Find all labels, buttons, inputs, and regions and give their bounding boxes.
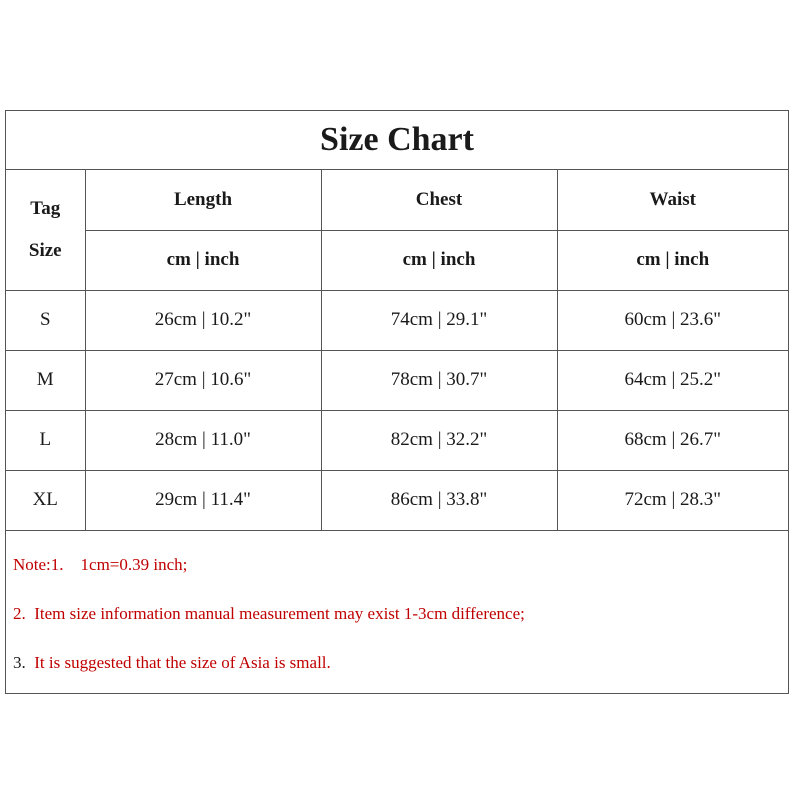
length-cell: 27cm | 10.6" <box>85 350 321 410</box>
size-cell: M <box>6 350 85 410</box>
column-header-length: Length <box>85 170 321 230</box>
units-row <box>6 230 788 290</box>
table-row <box>6 290 788 350</box>
size-cell: S <box>6 290 85 350</box>
size-cell: L <box>6 410 85 470</box>
size-table <box>6 170 788 531</box>
size-chart <box>5 110 789 694</box>
chest-cell: 78cm | 30.7" <box>321 350 557 410</box>
chart-title: Size Chart <box>6 111 788 170</box>
size-cell: XL <box>6 470 85 530</box>
note-1: Note:1. 1cm=0.39 inch; <box>13 554 188 574</box>
waist-cell: 64cm | 25.2" <box>557 350 788 410</box>
note-3-number: 3. <box>13 652 26 672</box>
length-cell: 28cm | 11.0" <box>85 410 321 470</box>
tag-label: Tag <box>30 197 61 219</box>
length-cell: 29cm | 11.4" <box>85 470 321 530</box>
waist-cell: 60cm | 23.6" <box>557 290 788 350</box>
column-header-chest: Chest <box>321 170 557 230</box>
chest-cell: 82cm | 32.2" <box>321 410 557 470</box>
unit-length: cm | inch <box>85 230 321 290</box>
note-3 <box>13 653 331 673</box>
table-row <box>6 350 788 410</box>
table-row <box>6 410 788 470</box>
size-label: Size <box>28 239 62 261</box>
note-3-text: It is suggested that the size of Asia is small. <box>25 652 331 672</box>
chest-cell: 74cm | 29.1" <box>321 290 557 350</box>
waist-cell: 72cm | 28.3" <box>557 470 788 530</box>
notes-section <box>6 531 788 695</box>
column-header-waist: Waist <box>557 170 788 230</box>
tag-size-header <box>6 170 85 290</box>
note-2: 2. Item size information manual measurement may exist 1-3cm difference; <box>13 603 525 623</box>
chest-cell: 86cm | 33.8" <box>321 470 557 530</box>
unit-chest: cm | inch <box>321 230 557 290</box>
unit-waist: cm | inch <box>557 230 788 290</box>
table-row <box>6 470 788 530</box>
header-row <box>6 170 788 230</box>
waist-cell: 68cm | 26.7" <box>557 410 788 470</box>
length-cell: 26cm | 10.2" <box>85 290 321 350</box>
